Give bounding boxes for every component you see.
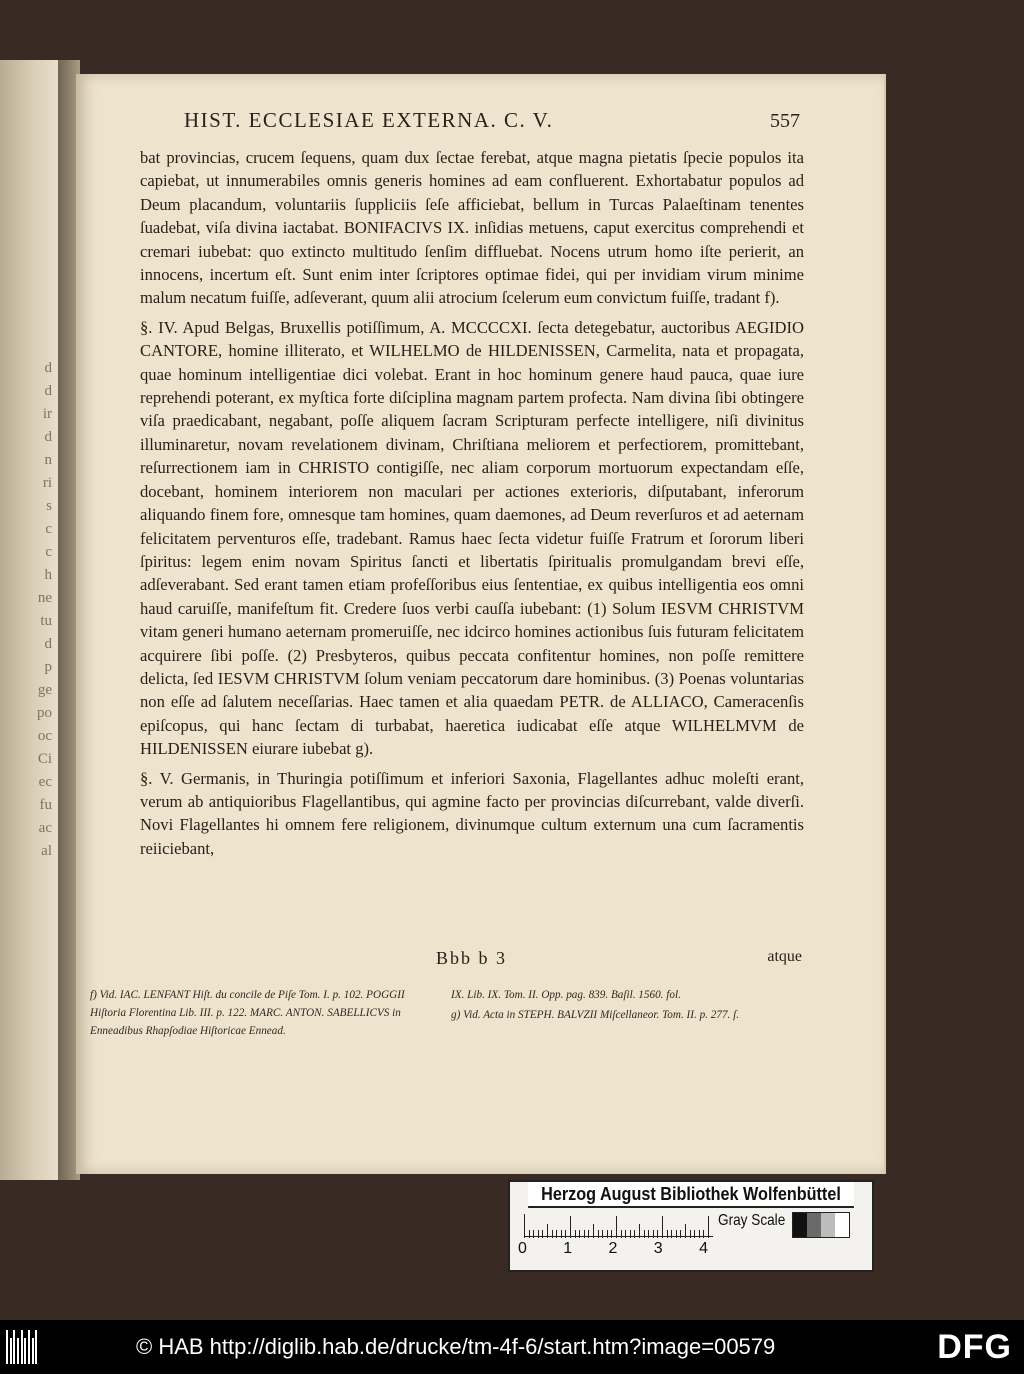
facing-page-fragment: d (44, 429, 52, 445)
ruler-tick (694, 1230, 695, 1238)
facing-page-fragment: n (44, 452, 52, 468)
ruler-number: 0 (518, 1240, 527, 1257)
facing-page-fragment: p (44, 659, 52, 675)
facing-page-fragment: ge (37, 682, 52, 698)
ruler-number: 1 (563, 1240, 573, 1257)
ruler-tick (598, 1230, 599, 1238)
facing-page-fragment: d (44, 383, 52, 399)
ruler-tick (667, 1230, 668, 1238)
gray-scale-swatches (792, 1212, 850, 1238)
ruler-tick (657, 1230, 658, 1238)
ruler-tick (547, 1224, 548, 1238)
page-number: 557 (770, 110, 800, 132)
ruler-tick (602, 1230, 603, 1238)
running-head (184, 108, 800, 133)
facing-page-fragment: oc (37, 728, 52, 744)
ruler-number: 3 (653, 1240, 663, 1257)
ruler-tick (625, 1230, 626, 1238)
barcode-bar (10, 1338, 12, 1364)
barcode-bar (13, 1330, 15, 1364)
ruler-tick (524, 1216, 525, 1238)
barcode-bar (28, 1330, 30, 1364)
ruler-tick (533, 1230, 534, 1238)
main-text (140, 146, 804, 866)
facing-page-fragment: fu (39, 797, 52, 813)
footnote-f: f) Vid. IAC. LENFANT Hiſt. du concile de Piſe Tom. I. p. 102. POGGII Hiſtoria Florentina Lib. III. p. 122. MARC. ANTON. SABELLICVS in Enneadibus Rhapſodiae Hiſtoricae Ennead. (90, 989, 405, 1037)
footnotes (90, 986, 804, 1042)
ruler-tick (671, 1230, 672, 1238)
library-name: Herzog August Bibliothek Wolfenbüttel (528, 1182, 854, 1208)
facing-page-fragment: c (45, 521, 52, 537)
color-scale-card (508, 1180, 874, 1272)
running-head-title: HIST. ECCLESIAE EXTERNA. C. V. (184, 108, 554, 132)
barcode-bar (24, 1338, 26, 1364)
measurement-ruler (524, 1214, 712, 1238)
ruler-tick (676, 1230, 677, 1238)
book-page (76, 74, 886, 1174)
gray-swatch (793, 1213, 807, 1237)
ruler-tick (662, 1216, 663, 1238)
barcode-bar (21, 1330, 23, 1364)
viewer-footer (0, 1320, 1024, 1374)
ruler-tick (552, 1230, 553, 1238)
facing-page-edge (0, 60, 61, 1180)
ruler-tick (708, 1216, 709, 1238)
ruler-tick (634, 1230, 635, 1238)
ruler-tick (542, 1230, 543, 1238)
barcode-bar (35, 1330, 37, 1364)
footnote-column-right (451, 986, 804, 1042)
ruler-tick (616, 1216, 617, 1238)
facing-page-fragment: s (46, 498, 52, 514)
facing-page-fragment: ri (42, 475, 52, 491)
facing-page-fragment: Ci (37, 751, 52, 767)
facing-page-fragment: c (45, 544, 52, 560)
paragraph-section-v: §. V. Germanis, in Thuringia potiſſimum et inferiori Saxonia, Flagellantes adhuc moleſti erant, verum ab antiquioribus Flagellantibus, qui agmine facto per provincias diſcurrebant, valde diverſi. Novi Flagellantes hi omnem fere religionem, divinumque cultum externum una cum ſacramentis reiiciebant, (140, 768, 804, 858)
facing-page-fragment: tu (40, 613, 52, 629)
ruler-tick (556, 1230, 557, 1238)
source-url-link[interactable]: © HAB http://diglib.hab.de/drucke/tm-4f-6/start.htm?image=00579 (136, 1334, 776, 1359)
gray-scale-label: Gray Scale (718, 1212, 786, 1229)
footnote-column-left (90, 986, 443, 1042)
ruler-tick (607, 1230, 608, 1238)
ruler-tick (648, 1230, 649, 1238)
facing-page-fragment: d (44, 636, 52, 652)
paragraph-continuation: bat provincias, crucem ſequens, quam dux ſectae ferebat, atque magna pietatis ſpecie populos ita capiebat, ut innumerabiles omnis generis homines ad eam confluerent. Exhortabatur populos ad Deum placandum, voluntariis ſuppliciis ſeſe afficiebat, bellum in Turcas Palaeſtinam tenentes ſuadebat, viſa divina iactabat. BONIFACIVS IX. inſidias metuens, caput exercitus comprehendi et cremari iubebat: quo extincto multitudo ſenſim diffluebat. Nocens utrum homo iſte perierit, an innocens, incertum eſt. Sunt enim inter ſcriptores optimae fidei, qui per invidiam virum minime malum necatum fuiſſe, adſeverant, quum alii atrocium ſcelerum eum convictum fuiſſe, tradant f). (140, 148, 804, 308)
ruler-tick (529, 1230, 530, 1238)
footnote-f-continued: IX. Lib. IX. Tom. II. Opp. pag. 839. Baſil. 1560. fol. (451, 989, 681, 1001)
barcode-bar (6, 1330, 8, 1364)
ruler-tick (653, 1230, 654, 1238)
facing-page-fragment: h (44, 567, 52, 583)
ruler-tick (690, 1230, 691, 1238)
ruler-tick (639, 1224, 640, 1238)
ruler-tick (565, 1230, 566, 1238)
signature-mark: Bbb b 3 (436, 948, 508, 968)
facing-page-fragment: ac (38, 820, 52, 836)
ruler-tick (685, 1224, 686, 1238)
ruler-tick (575, 1230, 576, 1238)
barcode-bar (17, 1338, 19, 1364)
ruler-tick (644, 1230, 645, 1238)
ruler-tick (680, 1230, 681, 1238)
facing-page-fragment: po (37, 705, 52, 721)
ruler-number: 2 (608, 1240, 618, 1257)
ruler-tick (611, 1230, 612, 1238)
facing-page-fragment: d (44, 360, 52, 376)
facing-page-fragment: ne (37, 590, 52, 606)
ruler-tick (621, 1230, 622, 1238)
facing-page-fragment: al (41, 843, 52, 859)
ruler-tick (570, 1216, 571, 1238)
footnote-g: g) Vid. Acta in STEPH. BALVZII Miſcellaneor. Tom. II. p. 277. ſ. (451, 1009, 740, 1021)
ruler-tick (593, 1224, 594, 1238)
gray-swatch (821, 1213, 835, 1237)
ruler-tick (630, 1230, 631, 1238)
gray-swatch (807, 1213, 821, 1237)
hab-barcode-icon (6, 1330, 40, 1364)
ruler-numbers (518, 1240, 708, 1258)
gray-swatch (835, 1213, 849, 1237)
catchword: atque (767, 948, 802, 965)
facing-page-fragment: ec (38, 774, 52, 790)
ruler-tick (538, 1230, 539, 1238)
paragraph-section-iv: §. IV. Apud Belgas, Bruxellis potiſſimum, A. MCCCCXI. ſecta detegebatur, auctoribus AEGIDIO CANTORE, homine illiterato, et WILHELMO de HILDENISSEN, Carmelita, nata et propagata, quae hominum intelligentiae dici volebat. Erant in hoc hominum genere haud pauca, quae iure reprehendi poterant, ex myſtica forte diſciplina magnam partem profecta. Nam divina ſibi obtingere viſa praedicabant, negabant, poſſe aliquem ſacram Scripturam perfecte intelligere, niſi divinitus illuminaretur, novam revelationem divinam, Chriſtiana meliorem et perfectiorem, promittebant, reſurrectionem iam in CHRISTO contigiſſe, nec aliam corporum mortuorum expectandam eſſe, docebant, hominem interiorem non maculari per actiones exterioris, diſputabant, inferorum aliquando finem fore, omnesque tam homines, quam daemones, ad Deum reverſuros et ad aeternam felicitatem perventuros eſſe, tradebant. Ramus haec ſecta videtur fuiſſe Fratrum et ſororum liberi ſpiritus: legem enim novam Spiritus ſancti et libertatis ſpiritualis promulgandam brevi eſſe, adſeverabant. Sed erant tamen etiam profeſſoribus eius ſententiae, ex quibus intelligentia eos omni haud caruiſſe, manifeſtum fit. Credere ſuos verbi cauſſa iubebant: (1) Solum IESVM CHRISTVM vitam generi humano aeternam promeruiſſe, nec idcirco homines actionibus ſuis futuram felicitatem acquirere ſibi poſſe. (2) Presbyteros, quibus peccata confitentur homines, non poſſe remittere delicta, ſed IESVM CHRISTVM ſolum veniam peccatorum dare hominibus. (3) Poenas voluntarias non eſſe ad ſalutem neceſſarias. Haec tamen et alia quaedam PETR. de ALLIACO, Cameracenſis epiſcopus, qui hanc ſectam di turbabat, haeretica iudicabat eſſe atque WILHELMVM de HILDENISSEN eiurare iubebat g). (140, 317, 804, 759)
ruler-tick (584, 1230, 585, 1238)
barcode-bar (32, 1338, 34, 1364)
facing-page-fragment: ir (42, 406, 52, 422)
dfg-logo: DFG (937, 1328, 1012, 1366)
ruler-tick (579, 1230, 580, 1238)
ruler-number: 4 (699, 1240, 708, 1257)
ruler-tick (561, 1230, 562, 1238)
ruler-tick (703, 1230, 704, 1238)
ruler-tick (699, 1230, 700, 1238)
ruler-tick (588, 1230, 589, 1238)
